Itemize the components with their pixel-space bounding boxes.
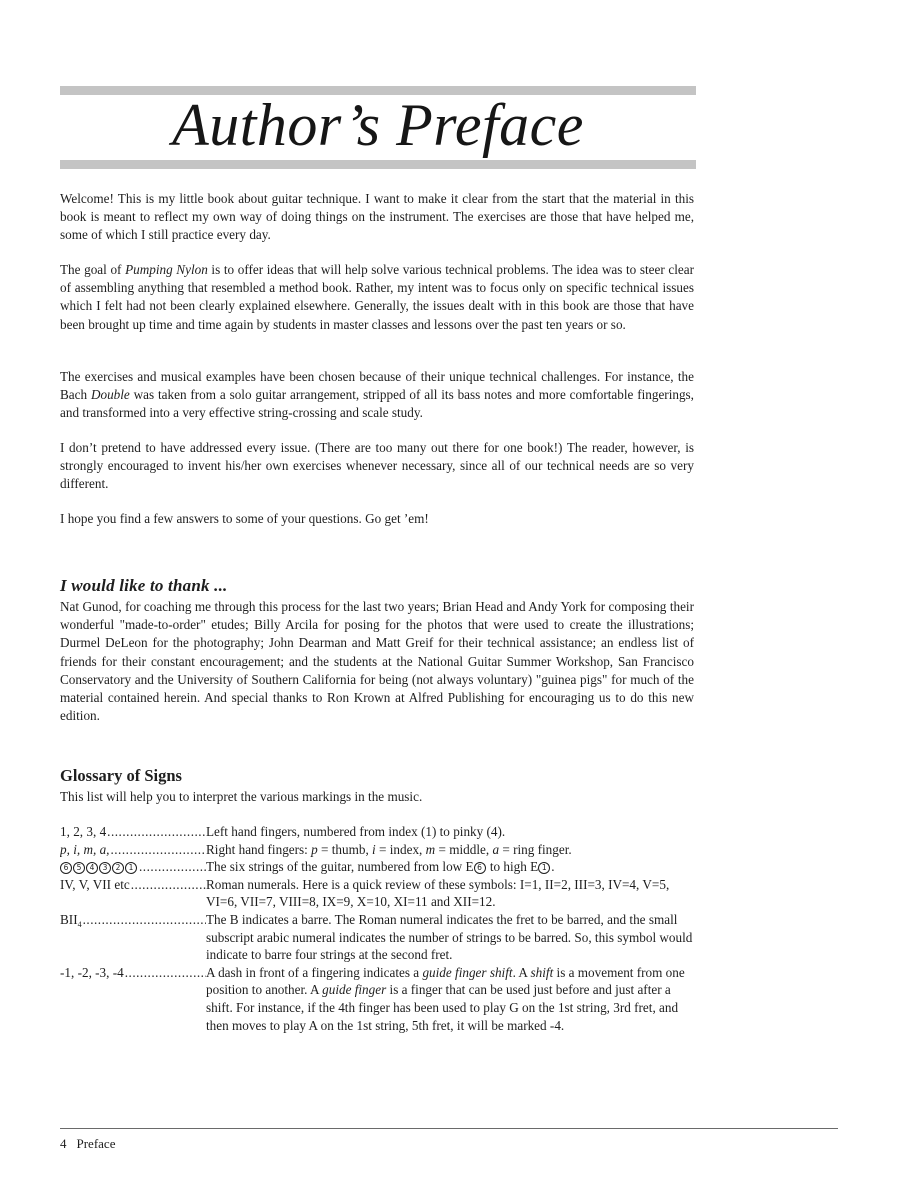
finger-symbol: a <box>492 841 500 857</box>
circled-string-number: 4 <box>86 862 98 874</box>
glossary-definition <box>206 858 700 876</box>
term-emphasis: guide finger <box>322 982 387 998</box>
finger-symbol: i <box>372 841 376 857</box>
page-title: Author’s Preface <box>172 92 584 158</box>
paragraph-closing: I hope you find a few answers to some of your questions. Go get ’em! <box>60 511 429 526</box>
text-run: is to offer ideas that will help solve various technical problems. The idea was to steer clear of assembling anything that resembled a method book. Rather, my intent was to focus only on specific technical issues which I felt had not been clearly explained elsewhere. Generally, the issues dealt with in this book are those that have been brought up time and time again by students in master classes and lessons over the past ten years or so. <box>60 262 694 332</box>
piece-title: Double <box>90 387 130 403</box>
text-run: The exercises and musical examples have been chosen because of their unique technical challenges. For instance, the Bach <box>60 369 694 403</box>
circled-string-number: 5 <box>73 862 85 874</box>
thanks-paragraph: Nat Gunod, for coaching me through this process for the last two years; Brian Head and Andy York for composing their wonderful "made-to-order" etudes; Billy Arcila for posing for the photos that were used to create the illustrations; Durmel DeLeon for the photography; John Dearman and Matt Greif for their technical assistance; an endless list of friends for their constant encouragement; and the students at the National Guitar Summer Workshop, San Francisco Conservatory and the University of Southern California for being (not always voluntary) "guinea pigs" for much of the material contained herein. And special thanks to Ron Krown at Alfred Publishing for encouraging us to do this new edition. <box>60 599 694 724</box>
circled-string-number: 6 <box>474 862 486 874</box>
term-emphasis: guide finger shift <box>422 964 513 980</box>
glossary-list <box>60 823 700 1034</box>
glossary-term <box>60 841 206 859</box>
glossary-definition: The B indicates a barre. The Roman numeral indicates the fret to be barred, and the small subscript arabic numeral indicates the number of strings to be barred. So, this symbol would indicate to barre four strings at the second fret. <box>206 911 693 963</box>
glossary-term-text: BII <box>60 911 78 927</box>
paragraph-welcome: Welcome! This is my little book about guitar technique. I want to make it clear from the start that the material in this book is meant to reflect my own way of doing things on the instrument. The exercises are those that have helped me, some of which I still practice every day. <box>60 191 694 243</box>
page-number: 4 <box>60 1136 67 1151</box>
text-run: = ring finger. <box>499 841 572 857</box>
footer-rule <box>60 1128 838 1129</box>
circled-string-number: 3 <box>99 862 111 874</box>
book-title: Pumping Nylon <box>125 262 208 277</box>
text-run: The six strings of the guitar, numbered from low E <box>206 859 474 875</box>
text-run: A dash in front of a fingering indicates a <box>206 964 423 980</box>
text-run: = thumb, <box>317 841 373 857</box>
text-run: is a finger that can be used just before and just after a shift. For instance, if the 4th finger has been used to play G on the 1st string, 3rd fret, and then moves to play A on the 1st string, 5th fret, it will be marked -4. <box>206 982 679 1033</box>
glossary-item <box>60 911 700 964</box>
glossary-item <box>60 858 700 876</box>
glossary-term <box>60 858 206 876</box>
finger-symbol: p <box>311 841 318 857</box>
glossary-term-text: 1, 2, 3, 4 <box>60 824 107 839</box>
glossary-heading: Glossary of Signs <box>60 766 182 785</box>
paragraph-goal <box>60 261 694 334</box>
text-run: = index, <box>375 841 426 857</box>
title-rule-bottom <box>60 160 696 169</box>
paragraph-exercises <box>60 368 694 423</box>
page-footer <box>60 1136 115 1152</box>
circled-string-number: 1 <box>538 862 550 874</box>
glossary-term <box>60 876 206 911</box>
circled-string-number: 2 <box>112 862 124 874</box>
text-run: is a movement from one position to another. A <box>206 964 685 998</box>
glossary-term-text: -1, -2, -3, -4 <box>60 964 124 980</box>
glossary-item <box>60 964 700 1034</box>
text-run: = middle, <box>435 841 493 857</box>
glossary-term-text: IV, V, VII etc <box>60 876 130 892</box>
text-run: to high E <box>486 859 539 875</box>
text-run: Right hand fingers: <box>206 841 312 857</box>
glossary-definition <box>206 841 700 859</box>
barre-subscript: 4 <box>77 919 82 929</box>
text-run: The goal of <box>60 262 126 277</box>
glossary-definition: Roman numerals. Here is a quick review of these symbols: I=1, II=2, III=3, IV=4, V=5, VI=6, VII=7, VIII=8, IX=9, X=10, XI=11 and XII=12. <box>206 876 670 910</box>
glossary-term <box>60 964 206 1034</box>
glossary-item <box>60 841 700 859</box>
glossary-term <box>60 823 206 841</box>
text-run: . <box>551 859 555 875</box>
thanks-heading: I would like to thank ... <box>60 576 228 595</box>
glossary-term-text: p, i, m, a, <box>60 841 110 857</box>
glossary-definition: Left hand fingers, numbered from index (1) to pinky (4). <box>206 824 506 839</box>
glossary-definition <box>206 964 700 1034</box>
text-run: . A <box>512 964 531 980</box>
footer-section: Preface <box>76 1136 116 1151</box>
glossary-item <box>60 823 700 841</box>
glossary-item <box>60 876 700 911</box>
text-run: was taken from a solo guitar arrangement, stripped of all its bass notes and more comfortable fingerings, and transformed into a very effective string-crossing and scale study. <box>60 387 694 421</box>
paragraph-issues: I don’t pretend to have addressed every issue. (There are too many out there for one book!) The reader, however, is strongly encouraged to invent his/her own exercises whenever necessary, since all of our technical needs are so very different. <box>60 440 694 492</box>
circled-string-number: 6 <box>60 862 72 874</box>
term-emphasis: shift <box>530 964 554 980</box>
circled-string-number: 1 <box>125 862 137 874</box>
glossary-intro: This list will help you to interpret the various markings in the music. <box>60 789 423 804</box>
glossary-term <box>60 911 206 964</box>
finger-symbol: m <box>425 841 436 857</box>
